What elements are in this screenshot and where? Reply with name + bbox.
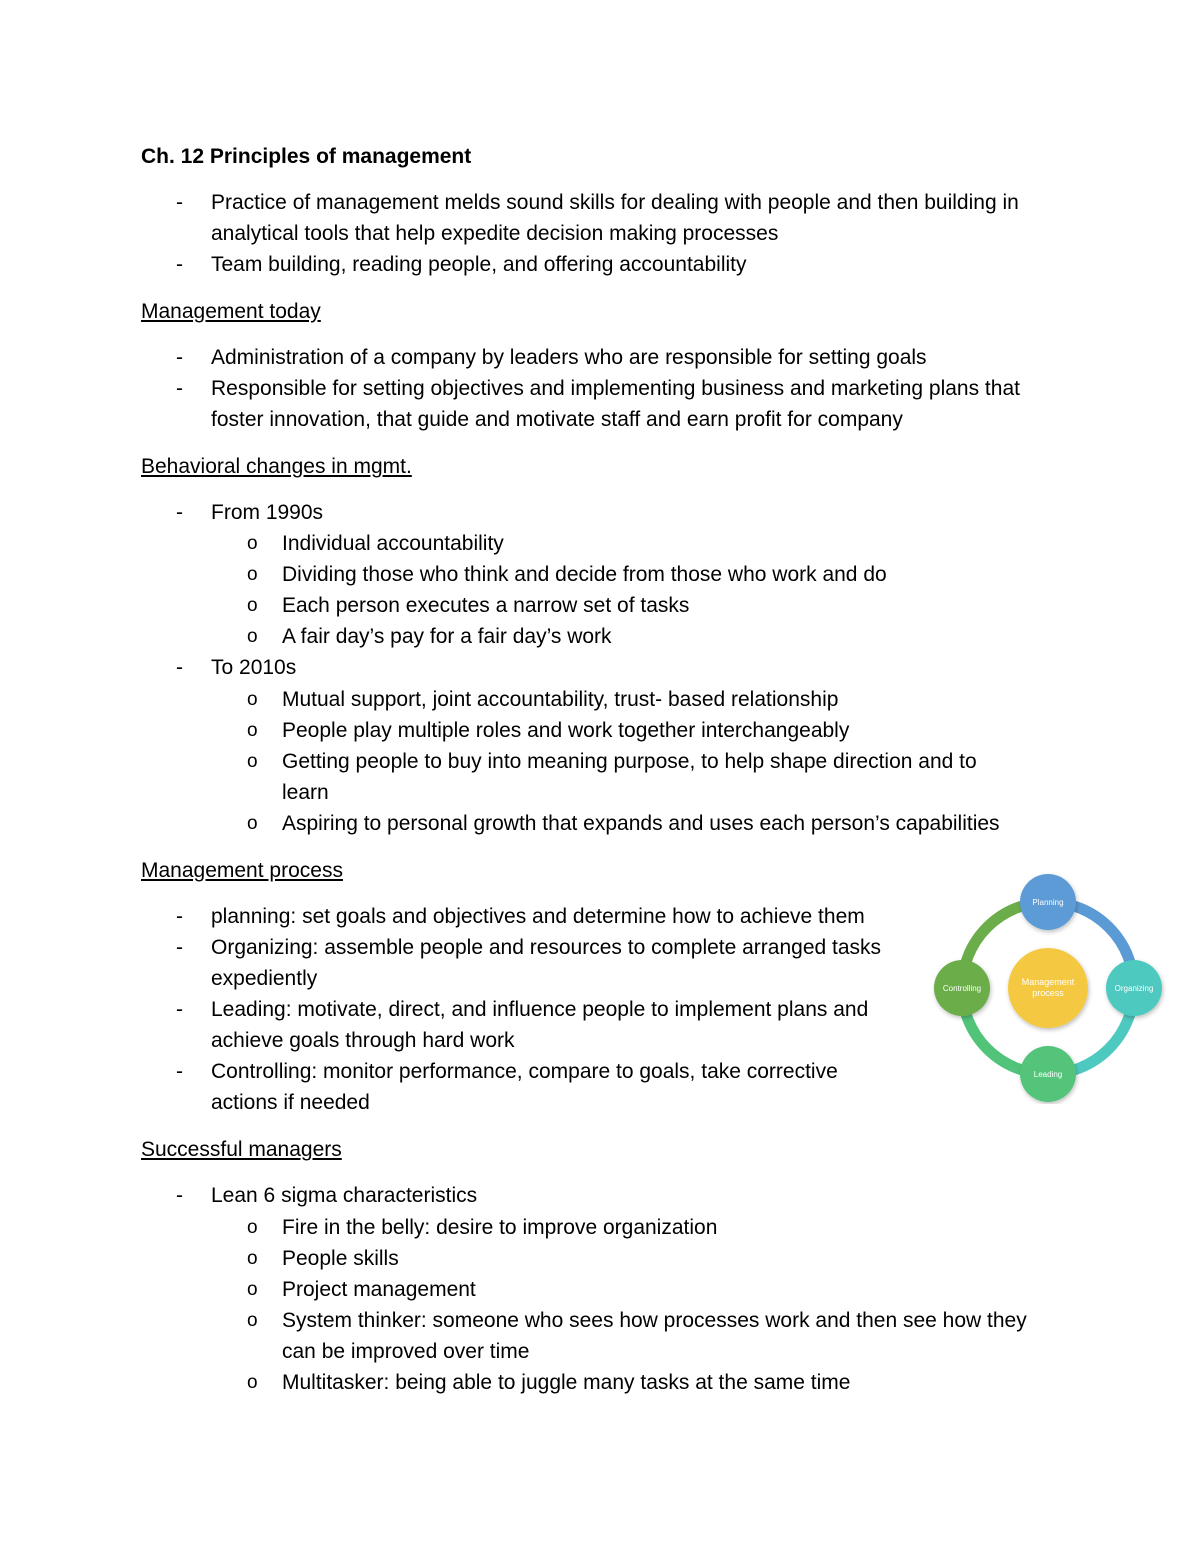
center-node-label: process (1032, 988, 1064, 998)
list-item-continuation: actions if needed (211, 1091, 370, 1114)
dash-marker: - (176, 191, 183, 214)
sub-list-item: Individual accountability (282, 532, 504, 555)
dash-marker: - (176, 656, 183, 679)
circle-bullet: o (247, 533, 258, 554)
section-heading-behavioral-changes: Behavioral changes in mgmt. (141, 455, 412, 478)
list-item-to-2010s: To 2010s (211, 656, 297, 679)
list-item: Team building, reading people, and offering accountability (211, 253, 747, 276)
circle-bullet: o (247, 564, 258, 585)
section-heading-management-today: Management today (141, 300, 321, 323)
list-item-continuation: foster innovation, that guide and motivate staff and earn profit for company (211, 408, 903, 431)
management-process-cycle-diagram (930, 872, 1166, 1104)
sub-list-item: Getting people to buy into meaning purpose, to help shape direction and to (282, 750, 977, 773)
center-node-label: Management (1021, 977, 1075, 987)
sub-list-item: People play multiple roles and work together interchangeably (282, 719, 850, 742)
sub-list-item: Fire in the belly: desire to improve organization (282, 1216, 718, 1239)
list-item-continuation: expediently (211, 967, 318, 990)
circle-bullet: o (247, 595, 258, 616)
dash-marker: - (176, 501, 183, 524)
dash-marker: - (176, 346, 183, 369)
circle-bullet: o (247, 626, 258, 647)
list-item: Responsible for setting objectives and implementing business and marketing plans that (211, 377, 1020, 400)
dash-marker: - (176, 253, 183, 276)
dash-marker: - (176, 1060, 183, 1083)
page-title: Ch. 12 Principles of management (141, 145, 472, 168)
section-heading-successful-managers: Successful managers (141, 1138, 342, 1161)
circle-bullet: o (247, 813, 258, 834)
circle-bullet: o (247, 1279, 258, 1300)
sub-list-item: Project management (282, 1278, 476, 1301)
sub-list-item: A fair day’s pay for a fair day’s work (282, 625, 612, 648)
list-item-continuation: analytical tools that help expedite decision making processes (211, 222, 779, 245)
circle-bullet: o (247, 1372, 258, 1393)
list-item: Lean 6 sigma characteristics (211, 1184, 478, 1207)
dash-marker: - (176, 377, 183, 400)
sub-list-item: Each person executes a narrow set of tasks (282, 594, 690, 617)
circle-bullet: o (247, 751, 258, 772)
circle-bullet: o (247, 689, 258, 710)
list-item: Practice of management melds sound skills for dealing with people and then building in (211, 191, 1019, 214)
sub-list-item: System thinker: someone who sees how processes work and then see how they (282, 1309, 1027, 1332)
organizing-node-label: Organizing (1114, 984, 1154, 993)
sub-list-item-continuation: learn (282, 781, 329, 804)
list-item-continuation: achieve goals through hard work (211, 1029, 515, 1052)
list-item: planning: set goals and objectives and determine how to achieve them (211, 905, 865, 928)
sub-list-item-continuation: can be improved over time (282, 1340, 530, 1363)
list-item-from-1990s: From 1990s (211, 501, 324, 524)
leading-node-label: Leading (1033, 1070, 1063, 1079)
list-item: Organizing: assemble people and resources to complete arranged tasks (211, 936, 882, 959)
circle-bullet: o (247, 1217, 258, 1238)
list-item: Administration of a company by leaders who are responsible for setting goals (211, 346, 927, 369)
dash-marker: - (176, 998, 183, 1021)
list-item: Leading: motivate, direct, and influence people to implement plans and (211, 998, 869, 1021)
sub-list-item: Mutual support, joint accountability, trust- based relationship (282, 688, 839, 711)
planning-node-label: Planning (1032, 898, 1064, 907)
dash-marker: - (176, 936, 183, 959)
controlling-node-label: Controlling (942, 984, 982, 993)
sub-list-item: Aspiring to personal growth that expands and uses each person’s capabilities (282, 812, 1000, 835)
circle-bullet: o (247, 1248, 258, 1269)
list-item: Controlling: monitor performance, compare to goals, take corrective (211, 1060, 838, 1083)
section-heading-management-process: Management process (141, 859, 343, 882)
dash-marker: - (176, 1184, 183, 1207)
circle-bullet: o (247, 1310, 258, 1331)
sub-list-item: Multitasker: being able to juggle many tasks at the same time (282, 1371, 851, 1394)
sub-list-item: Dividing those who think and decide from those who work and do (282, 563, 887, 586)
dash-marker: - (176, 905, 183, 928)
circle-bullet: o (247, 720, 258, 741)
sub-list-item: People skills (282, 1247, 399, 1270)
